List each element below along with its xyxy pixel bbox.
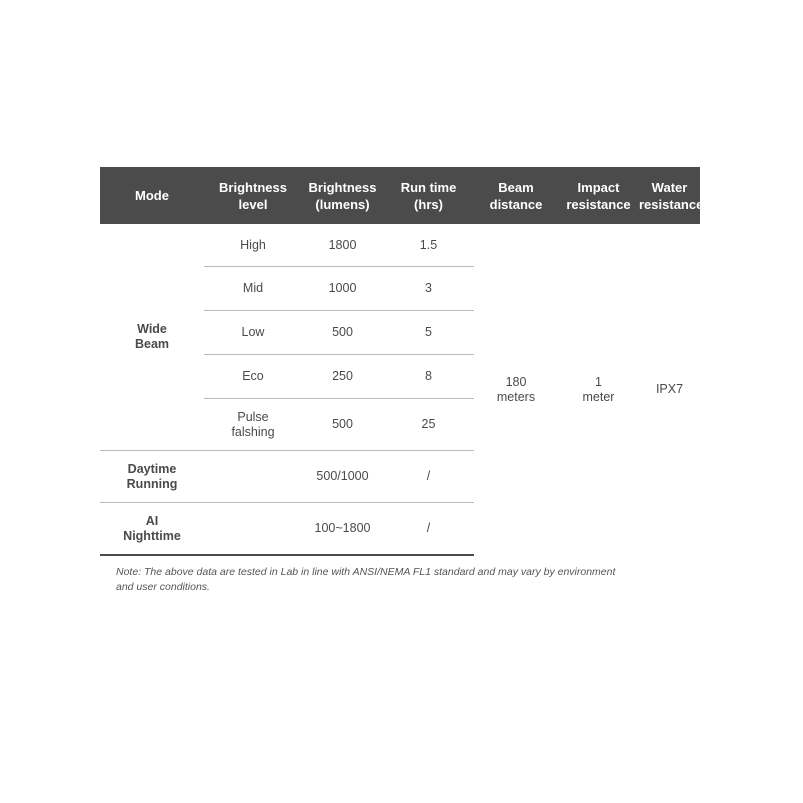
runtime-cell: 5 [383,311,474,355]
brightness-level-cell: Eco [204,355,302,399]
mode-wide-beam: Wide Beam [100,224,204,451]
lumens-cell: 100~1800 [302,503,383,556]
runtime-cell: 25 [383,399,474,451]
runtime-cell: / [383,451,474,503]
header-brightness-lumens: Brightness (lumens) [302,167,383,224]
header-water-resistance: Water resistance [639,167,700,224]
brightness-level-cell [204,451,302,503]
mode-daytime-running: Daytime Running [100,451,204,503]
beam-distance-cell: 180 meters [496,374,536,404]
lumens-cell: 1000 [302,267,383,311]
header-row [100,167,700,224]
lumens-cell: 1800 [302,224,383,267]
brightness-level-cell: Pulse falshing [204,399,302,451]
lumens-cell: 500/1000 [302,451,383,503]
lumens-cell: 250 [302,355,383,399]
table-row [100,224,700,267]
brightness-level-cell: Mid [204,267,302,311]
runtime-cell: / [383,503,474,556]
brightness-level-cell: High [204,224,302,267]
lumens-cell: 500 [302,311,383,355]
header-mode: Mode [100,167,204,224]
impact-resistance-cell: 1 meter [582,374,615,404]
disclaimer-note: Note: The above data are tested in Lab in line with ANSI/NEMA FL1 standard and may vary by environment and user conditions. [116,566,616,593]
header-beam-distance: Beam distance [474,167,558,224]
header-impact-resistance: Impact resistance [558,167,639,224]
water-resistance-cell: IPX7 [655,382,684,396]
runtime-cell: 3 [383,267,474,311]
spec-table [100,167,704,556]
mode-ai-nighttime: AI Nighttime [100,503,204,556]
runtime-cell: 8 [383,355,474,399]
runtime-cell: 1.5 [383,224,474,267]
brightness-level-cell [204,503,302,556]
header-brightness-level: Brightness level [204,167,302,224]
header-run-time: Run time (hrs) [383,167,474,224]
lumens-cell: 500 [302,399,383,451]
brightness-level-cell: Low [204,311,302,355]
